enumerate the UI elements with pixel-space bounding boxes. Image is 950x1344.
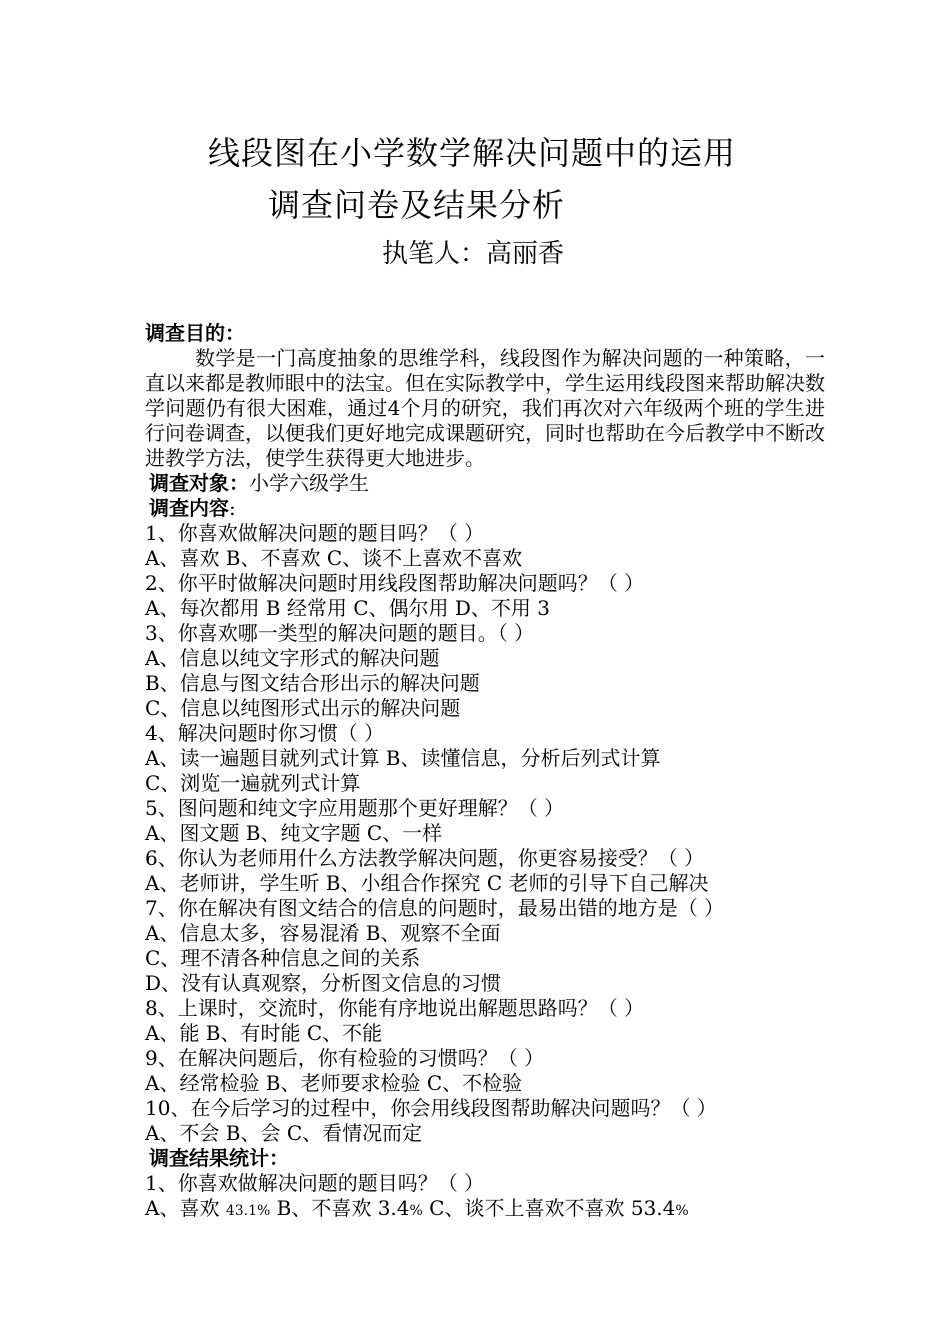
purpose-paragraph: 数学是一门高度抽象的思维学科，线段图作为解决问题的一种策略，一直以来都是教师眼中的法宝。但在实际教学中，学生运用线段图来帮助解决数学问题仍有很大困难，通过4个月的研究，我们再次对六年级两个班的学生进行问卷调查，以便我们更好地完成课题研究，同时也帮助在今后教学中不断改进教学方法，使学生获得更大地进步。	[145, 346, 825, 470]
questionnaire-line: 4、解决问题时你习惯（ ）	[145, 721, 385, 745]
questionnaire-line: 1、你喜欢做解决问题的题目吗？（ ）	[145, 521, 485, 545]
questionnaire-line: A、信息以纯文字形式的解决问题	[145, 646, 440, 670]
questionnaire-line: A、喜欢 B、不喜欢 C、谈不上喜欢不喜欢	[145, 546, 523, 570]
content-heading-line	[145, 496, 825, 521]
author-line: 执笔人：高丽香	[382, 239, 565, 269]
document-body	[145, 321, 825, 1221]
questionnaire-line: 3、你喜欢哪一类型的解决问题的题目。（ ）	[145, 621, 535, 645]
questionnaire-line: A、不会 B、会 C、看情况而定	[145, 1121, 423, 1145]
result-a-label: A、喜欢	[145, 1196, 226, 1220]
object-text: 小学六级学生	[249, 471, 369, 495]
questionnaire-line: 10、在今后学习的过程中，你会用线段图帮助解决问题吗？（ ）	[145, 1096, 717, 1120]
questionnaire-line: A、老师讲，学生听 B、小组合作探究 C 老师的引导下自己解决	[145, 871, 709, 895]
questionnaire-line: 9、在解决问题后，你有检验的习惯吗？（ ）	[145, 1046, 545, 1070]
questionnaire-line: A、信息太多，容易混淆 B、观察不全面	[145, 921, 501, 945]
questionnaire-line: A、能 B、有时能 C、不能	[145, 1021, 383, 1045]
content-heading: 调查内容	[149, 496, 229, 520]
questionnaire-line: A、图文题 B、纯文字题 C、一样	[145, 821, 443, 845]
object-line	[145, 471, 825, 496]
result-answer-1	[145, 1196, 825, 1221]
questionnaire-line: A、经常检验 B、老师要求检验 C、不检验	[145, 1071, 523, 1095]
object-heading: 调查对象：	[149, 471, 249, 495]
questionnaire-line: C、浏览一遍就列式计算	[145, 771, 361, 795]
result-question-1: 1、你喜欢做解决问题的题目吗？（ ）	[145, 1171, 485, 1195]
questionnaire-line: 6、你认为老师用什么方法教学解决问题，你更容易接受？（ ）	[145, 846, 705, 870]
questionnaire-line: A、每次都用 B 经常用 C、偶尔用 D、不用 3	[145, 596, 550, 620]
result-b-label: B、不喜欢 3.4	[270, 1196, 410, 1220]
questionnaire-line: C、理不清各种信息之间的关系	[145, 946, 421, 970]
questionnaire-line: 8、上课时，交流时，你能有序地说出解题思路吗？（ ）	[145, 996, 645, 1020]
result-heading: 调查结果统计：	[149, 1146, 289, 1170]
questionnaire-list	[145, 521, 825, 1146]
questionnaire-line: 7、你在解决有图文结合的信息的问题时，最易出错的地方是（ ）	[145, 896, 725, 920]
content-colon: :	[229, 496, 236, 520]
purpose-heading: 调查目的：	[145, 321, 245, 345]
document-title-line1: 线段图在小学数学解决问题中的运用	[208, 134, 737, 172]
result-c-percent: %	[675, 1203, 689, 1219]
questionnaire-line: 2、你平时做解决问题时用线段图帮助解决问题吗？（ ）	[145, 571, 645, 595]
questionnaire-line: A、读一遍题目就列式计算 B、读懂信息，分析后列式计算	[145, 746, 661, 770]
result-a-value: 43.1%	[225, 1203, 271, 1219]
questionnaire-line: 5、图问题和纯文字应用题那个更好理解？（ ）	[145, 796, 565, 820]
document-title-line2: 调查问卷及结果分析	[268, 186, 566, 224]
questionnaire-line: C、信息以纯图形式出示的解决问题	[145, 696, 461, 720]
questionnaire-line: B、信息与图文结合形出示的解决问题	[145, 671, 480, 695]
questionnaire-line: D、没有认真观察，分析图文信息的习惯	[145, 971, 502, 995]
result-c-label: C、谈不上喜欢不喜欢 53.4	[422, 1196, 676, 1220]
result-b-percent: %	[409, 1203, 423, 1219]
